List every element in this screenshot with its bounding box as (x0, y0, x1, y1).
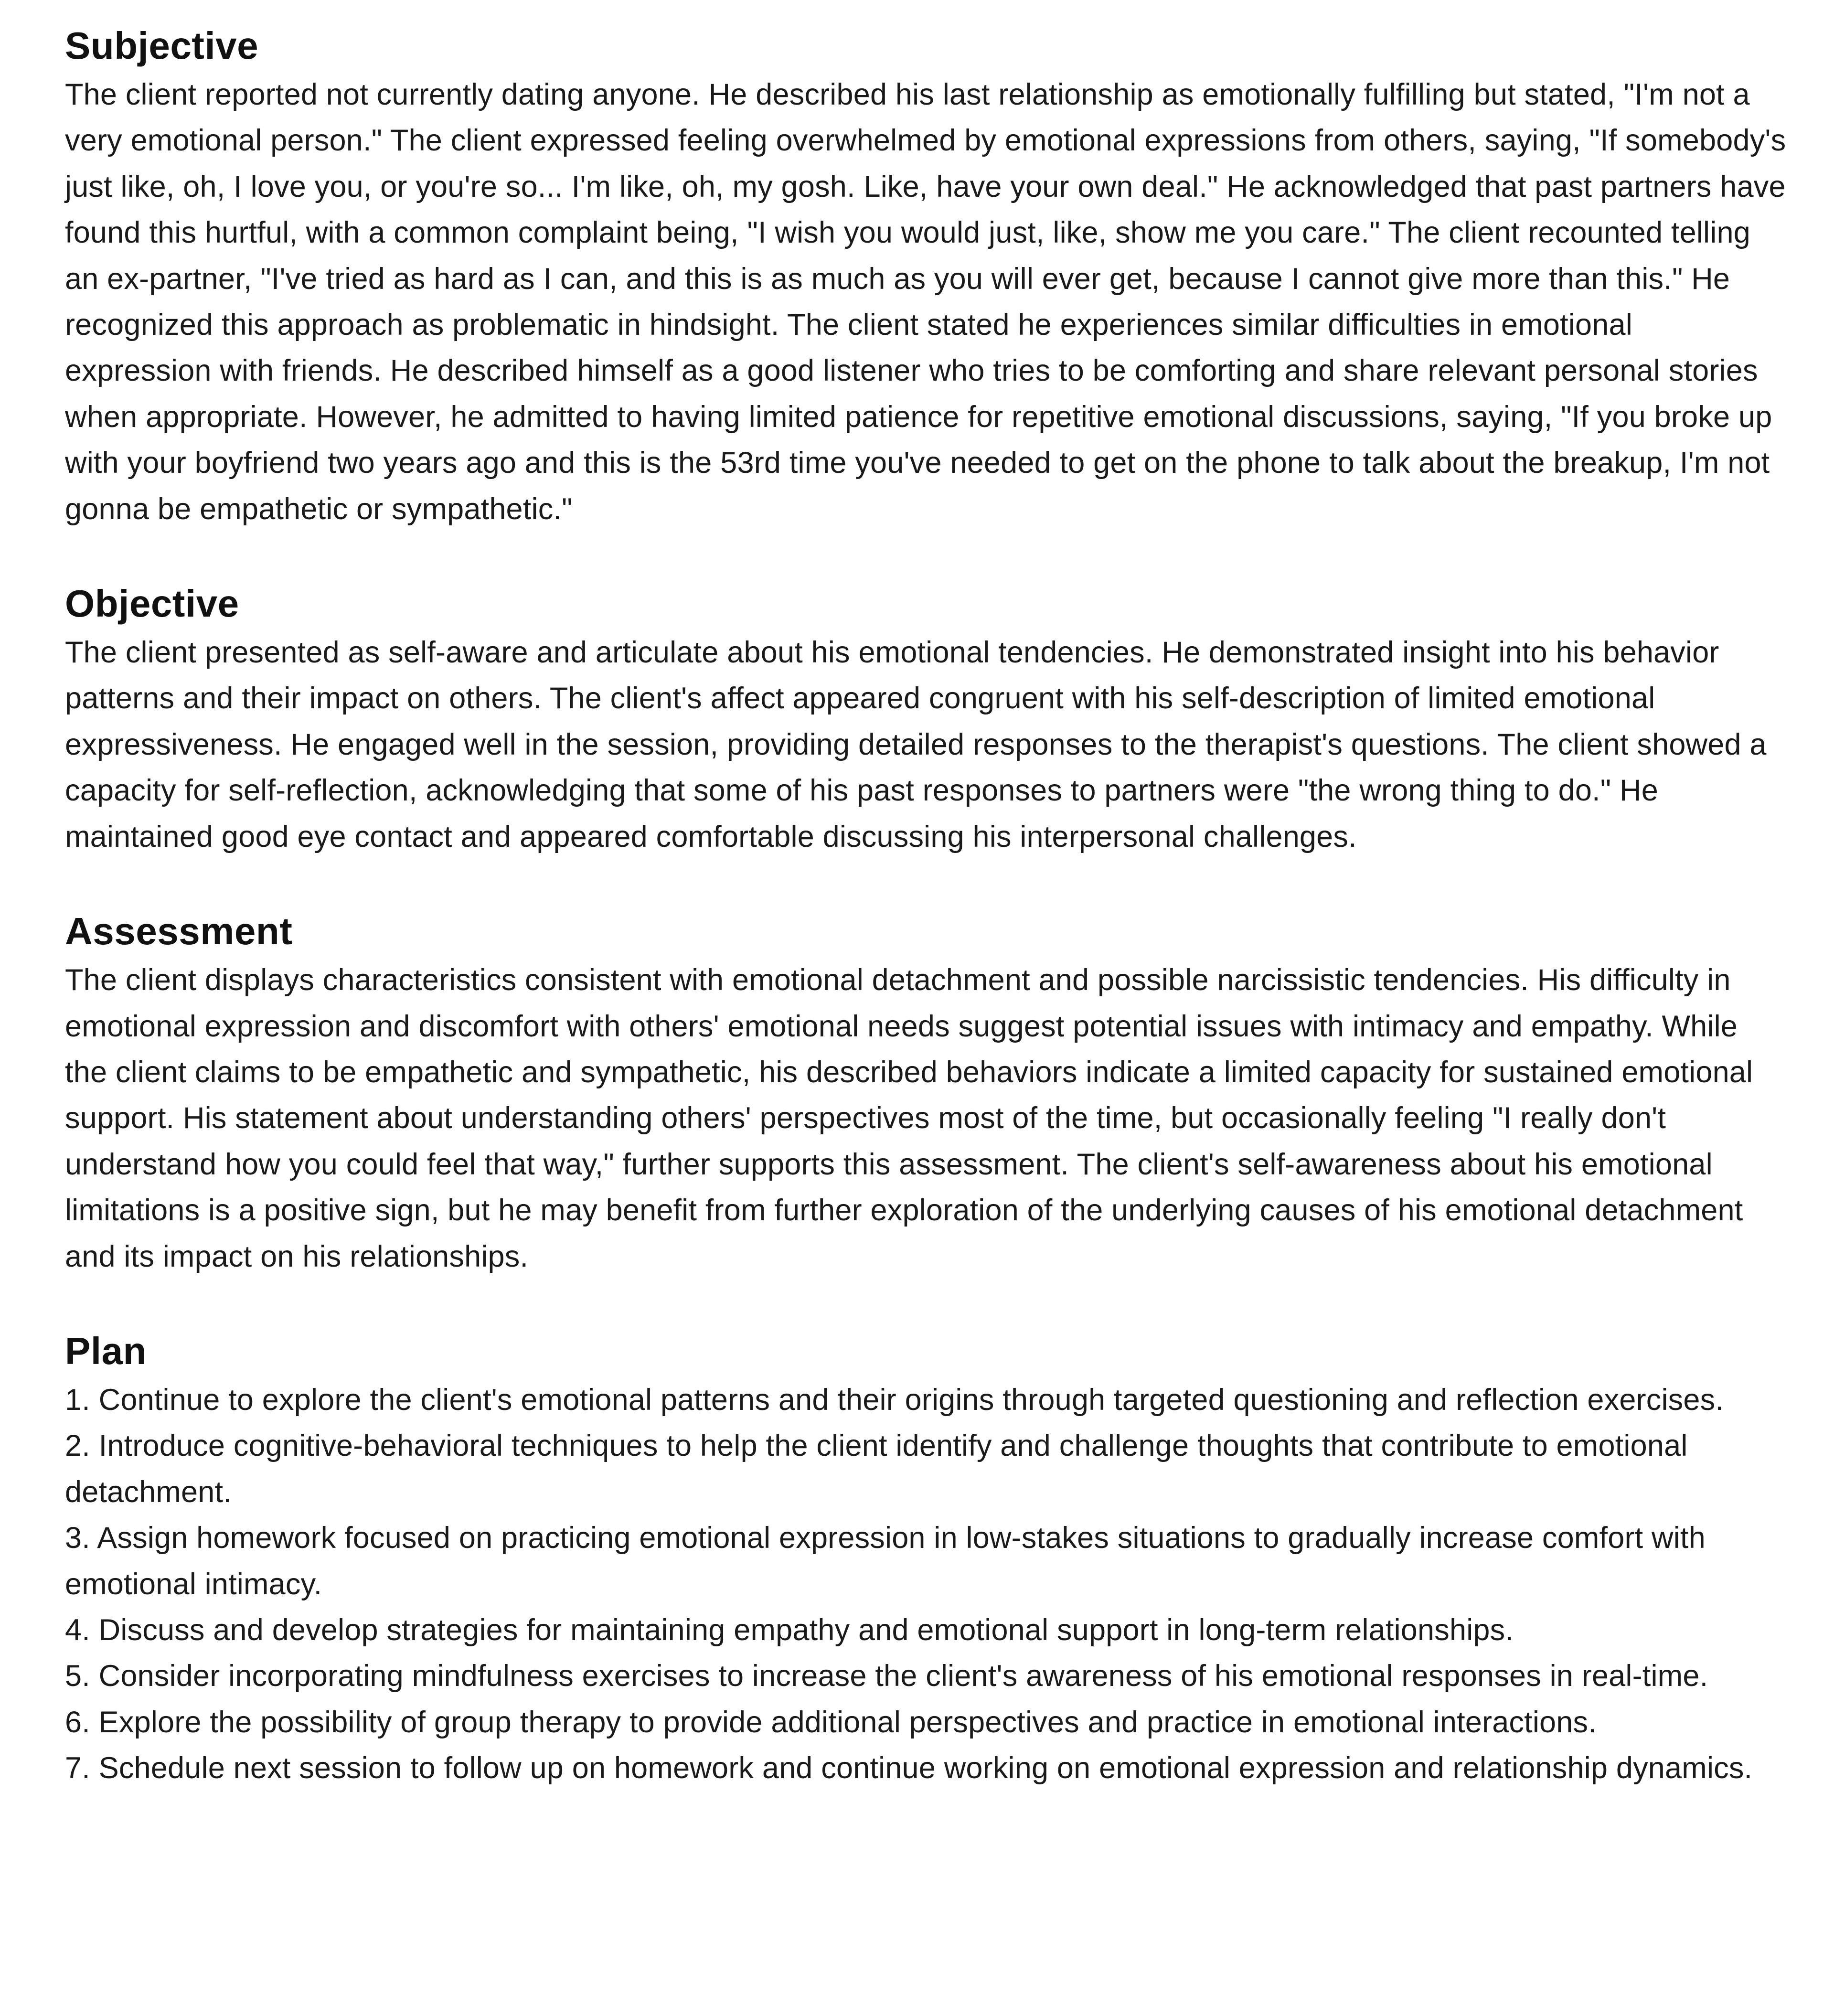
assessment-body: The client displays characteristics consistent with emotional detachment and possible narcissistic tendencies. His difficulty in emotional expression and discomfort with others' emotional needs suggest potential issues with intimacy and empathy. While the client claims to be empathetic and sympathetic, his described behaviors indicate a limited capacity for sustained emotional support. His statement about understanding others' perspectives most of the time, but occasionally feeling "I really don't understand how you could feel that way," further supports this assessment. The client's self-awareness about his emotional limitations is a positive sign, but he may benefit from further exploration of the underlying causes of his emotional detachment and its impact on his relationships. (65, 963, 1753, 1273)
subjective-section (65, 20, 1786, 532)
plan-item: 1. Continue to explore the client's emotional patterns and their origins through targeted questioning and reflection exercises. (65, 1383, 1724, 1417)
plan-section (65, 1325, 1786, 1792)
plan-item: 7. Schedule next session to follow up on homework and continue working on emotional expression and relationship dynamics. (65, 1751, 1753, 1785)
plan-item: 6. Explore the possibility of group therapy to provide additional perspectives and practice in emotional interactions. (65, 1705, 1597, 1739)
objective-section (65, 578, 1786, 860)
plan-item: 2. Introduce cognitive-behavioral techniques to help the client identify and challenge thoughts that contribute to emotional detachment. (65, 1429, 1688, 1509)
plan-item: 3. Assign homework focused on practicing emotional expression in low-stakes situations to gradually increase comfort with emotional intimacy. (65, 1521, 1706, 1601)
objective-body: The client presented as self-aware and articulate about his emotional tendencies. He demonstrated insight into his behavior patterns and their impact on others. The client's affect appeared congruent with his self-description of limited emotional expressiveness. He engaged well in the session, providing detailed responses to the therapist's questions. The client showed a capacity for self-reflection, acknowledging that some of his past responses to partners were "the wrong thing to do." He maintained good eye contact and appeared comfortable discussing his interpersonal challenges. (65, 636, 1767, 853)
plan-list (65, 1377, 1786, 1792)
subjective-heading: Subjective (65, 24, 259, 67)
assessment-heading: Assessment (65, 910, 293, 953)
objective-heading: Objective (65, 582, 239, 625)
plan-item: 5. Consider incorporating mindfulness exercises to increase the client's awareness of his emotional responses in real-time. (65, 1659, 1708, 1693)
plan-heading: Plan (65, 1329, 147, 1372)
subjective-body: The client reported not currently dating anyone. He described his last relationship as emotionally fulfilling but stated, "I'm not a very emotional person." The client expressed feeling overwhelmed by emotional expressions from others, saying, "If somebody's just like, oh, I love you, or you're so... I'm like, oh, my gosh. Like, have your own deal." He acknowledged that past partners have found this hurtful, with a common complaint being, "I wish you would just, like, show me you care." The client recounted telling an ex-partner, "I've tried as hard as I can, and this is as much as you will ever get, because I cannot give more than this." He recognized this approach as problematic in hindsight. The client stated he experiences similar difficulties in emotional expression with friends. He described himself as a good listener who tries to be comforting and share relevant personal stories when appropriate. However, he admitted to having limited patience for repetitive emotional discussions, saying, "If you broke up with your boyfriend two years ago and this is the 53rd time you've needed to get on the phone to talk about the breakup, I'm not gonna be empathetic or sympathetic." (65, 78, 1786, 526)
assessment-section (65, 906, 1786, 1280)
plan-item: 4. Discuss and develop strategies for maintaining empathy and emotional support in long-term relationships. (65, 1613, 1514, 1647)
